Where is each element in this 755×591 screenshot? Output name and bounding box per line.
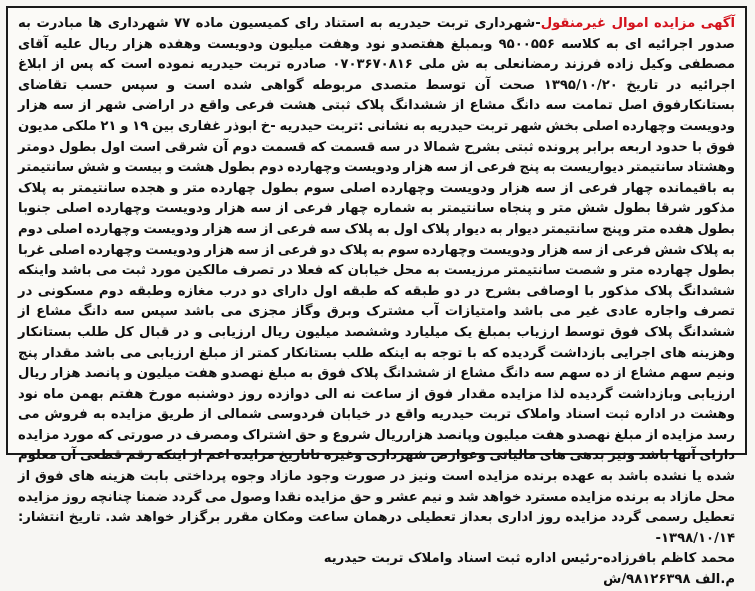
notice-ref-row <box>18 570 735 591</box>
notice-heading: آگهی مزایده اموال غیرمنقول <box>540 16 735 31</box>
notice-footer <box>18 549 735 570</box>
notice-signature: محمد کاظم بافرزاده-رئیس اداره ثبت اسناد واملاک تربت حیدریه <box>323 551 735 567</box>
notice-body-paragraph <box>18 14 735 549</box>
notice-body: -شهرداری تربت حیدریه به استناد رای کمیسیون ماده ۷۷ شهرداری ها مبادرت به صدور اجرائیه ای به کلاسه ۹۵۰۰۵۵۶ وبمبلغ هفتصدو نود وهفت میلیون ودویست وهفده هزار ریال علیه آقای مصطفی وکیل زاده فرزند رمضانعلی به ش ملی ۰۷۰۳۶۷۰۸۱۶ صادره تربت حیدریه نموده است که پس از ابلاغ اجرائیه در تاریخ ۱۳۹۵/۱۰/۲۰ صحت آن توسط متصدی مربوطه گواهی شده است و سپس حسب تقاضای بستانکارفوق اصل تمامت سه دانگ مشاع از ششدانگ پلاک ثبتی هشت فرعی واقع در اراضی شهر از سه هزار ودویست وچهارده اصلی بخش شهر تربت حیدریه به نشانی :تربت حیدریه -خ ابوذر غفاری بین ۱۹ و ۲۱ ملکی مدیون فوق با حدود اربعه برابر پرونده ثبتی بشرح شمالا در سه قسمت که قسمت دوم آن شرقی است اول بطول دومتر وهشتاد سانتیمتر دیواریست به پنج فرعی از سه هزار ودویست وچهارده دوم بطول هشت و بیست و شش سانتیمتر به باقیمانده چهار فرعی از سه هزار ودویست وچهارده اصلی سوم بطول چهارده متر و هجده سانتیمتر به پلاک مذکور شرقا بطول شش متر و پنجاه سانتیمتر به شماره چهار فرعی از سه هزار ودویست وچهارده اصلی جنوبا بطول هفده متر وپنج سانتیمتر دیوار به دیوار پلاک اول به پلاک سه فرعی از سه هزار ودویست وچهارده اصلی دوم به پلاک شش فرعی از سه هزار ودویست وچهارده سوم به پلاک دو فرعی از سه هزار ودویست وچهارده اصلی غربا بطول چهارده متر و شصت سانتیمتر مرزیست به محل خیابان که فعلا در تصرف مالکین مورد ثبت می باشد واینکه ششدانگ پلاک مذکور با اوصافی بشرح در دو طبقه که طبقه اول دارای دو درب مغازه وطبقه دوم مسکونی در تصرف واجاره عادی غیر می باشد وامتیازات آب مشترک وبرق وگاز مجزی می باشد سپس سه دانگ مشاع از ششدانگ پلاک فوق توسط ارزیاب بمبلغ یک میلیارد وششصد میلیون ریال ارزیابی و در قبال کل طلب بستانکار وهزینه های اجرایی بازداشت گردیده که با توجه به اینکه طلب بستانکار کمتر از مبلغ ارزیابی می باشد مقدار پنج ونیم سهم مشاع از ده سهم سه دانگ مشاع از ششدانگ پلاک فوق به مبلغ نهصدو هفت میلیون و پانصد هزار ریال ارزیابی وبازداشت گردیده لذا مزایده مقدار فوق از ساعت نه الی دوازده روز دوشنبه مورخ هفتم بهمن ماه نود وهشت در اداره ثبت اسناد واملاک تربت حیدریه واقع در خیابان فردوسی شمالی از طریق مزایده به فروش می رسد مزایده از مبلغ نهصدو هفت میلیون وپانصد هزارریال شروع و حق اشتراک ومصرف در صورتی که مورد مزایده دارای آنها باشد ونیز بدهی های مالیاتی وعوارض شهرداری وغیره تاتاریخ مزایده اعم از اینکه رقم قطعی آن معلوم شده یا نشده باشد به عهده برنده مزایده است ونیز در صورت وجود مازاد وجوه پرداختی بابت هزینه های فوق از محل مازاد به برنده مزایده مسترد خواهد شد و نیم عشر و حق مزایده نقدا وصول می گردد ضمنا چنانچه روز مزایده تعطیل رسمی گردد مزایده روز اداری بعداز تعطیلی درهمان ساعت ومکان مقرر برگزار خواهد شد. تاریخ انتشار: ۱۳۹۸/۱۰/۱۴- <box>18 16 736 546</box>
notice-ref-code: م.الف ۹۸۱۲۶۳۹۸/ش <box>603 572 735 588</box>
legal-notice <box>6 6 747 588</box>
